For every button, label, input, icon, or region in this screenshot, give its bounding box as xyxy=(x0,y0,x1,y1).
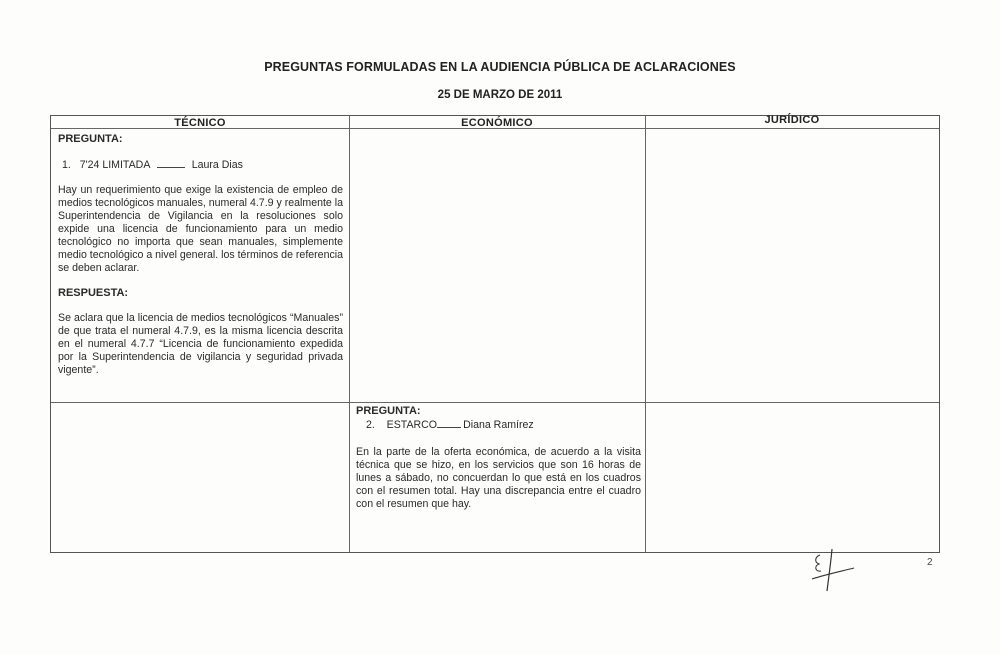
tecnico-question-cell xyxy=(58,133,343,377)
answer-text: Se aclara que la licencia de medios tecnológicos “Manuales” de que trata el numeral 4.7.9, es la misma licencia descrita en el numeral 4.7.7 “Licencia de funcionamiento expedida por la Superintendencia de vigilancia y seguridad privada vigente”. xyxy=(58,312,343,376)
page-number: 2 xyxy=(927,557,933,568)
blank-line xyxy=(157,158,185,168)
question-label: PREGUNTA: xyxy=(58,133,123,145)
questions-table xyxy=(50,115,940,553)
item-number: 1. xyxy=(62,159,71,171)
handwritten-signature xyxy=(808,547,858,595)
economico-question-cell xyxy=(356,405,641,511)
question-item xyxy=(366,418,641,432)
column-header-tecnico: TÉCNICO xyxy=(174,117,226,129)
item-number: 2. xyxy=(366,419,375,431)
column-header-economico: ECONÓMICO xyxy=(461,117,533,129)
blank-line xyxy=(437,418,461,428)
row-divider xyxy=(51,402,939,403)
answer-label: RESPUESTA: xyxy=(58,287,129,299)
question-item xyxy=(62,158,343,172)
column-divider-2 xyxy=(645,116,646,552)
person-name: Diana Ramírez xyxy=(463,419,534,431)
column-divider-1 xyxy=(349,116,350,552)
company-name: 7'24 LIMITADA xyxy=(79,159,150,171)
document-title: PREGUNTAS FORMULADAS EN LA AUDIENCIA PÚBLICA DE ACLARACIONES xyxy=(264,60,736,74)
company-name: ESTARCO xyxy=(386,419,438,431)
question-text: En la parte de la oferta económica, de acuerdo a la visita técnica que se hizo, en los servicios que son 16 horas de lunes a sábado, no concuerdan lo que está en los cuadros con el resumen total. Hay una discrepancia entre el cuadro con el resumen que hay. xyxy=(356,446,641,510)
question-label: PREGUNTA: xyxy=(356,405,421,417)
column-header-juridico: JURÍDICO xyxy=(764,114,820,126)
document-date: 25 DE MARZO DE 2011 xyxy=(437,89,563,101)
person-name: Laura Dias xyxy=(191,159,243,171)
question-text: Hay un requerimiento que exige la existencia de empleo de medios tecnológicos manuales, numeral 4.7.9 y realmente la Superintendencia de Vigilancia en la resoluciones solo expide una licencia de funcionamiento para un medio tecnológico no importa que sean manuales, simplemente medio tecnológico a nivel general. los términos de referencia se deben aclarar. xyxy=(58,184,344,274)
